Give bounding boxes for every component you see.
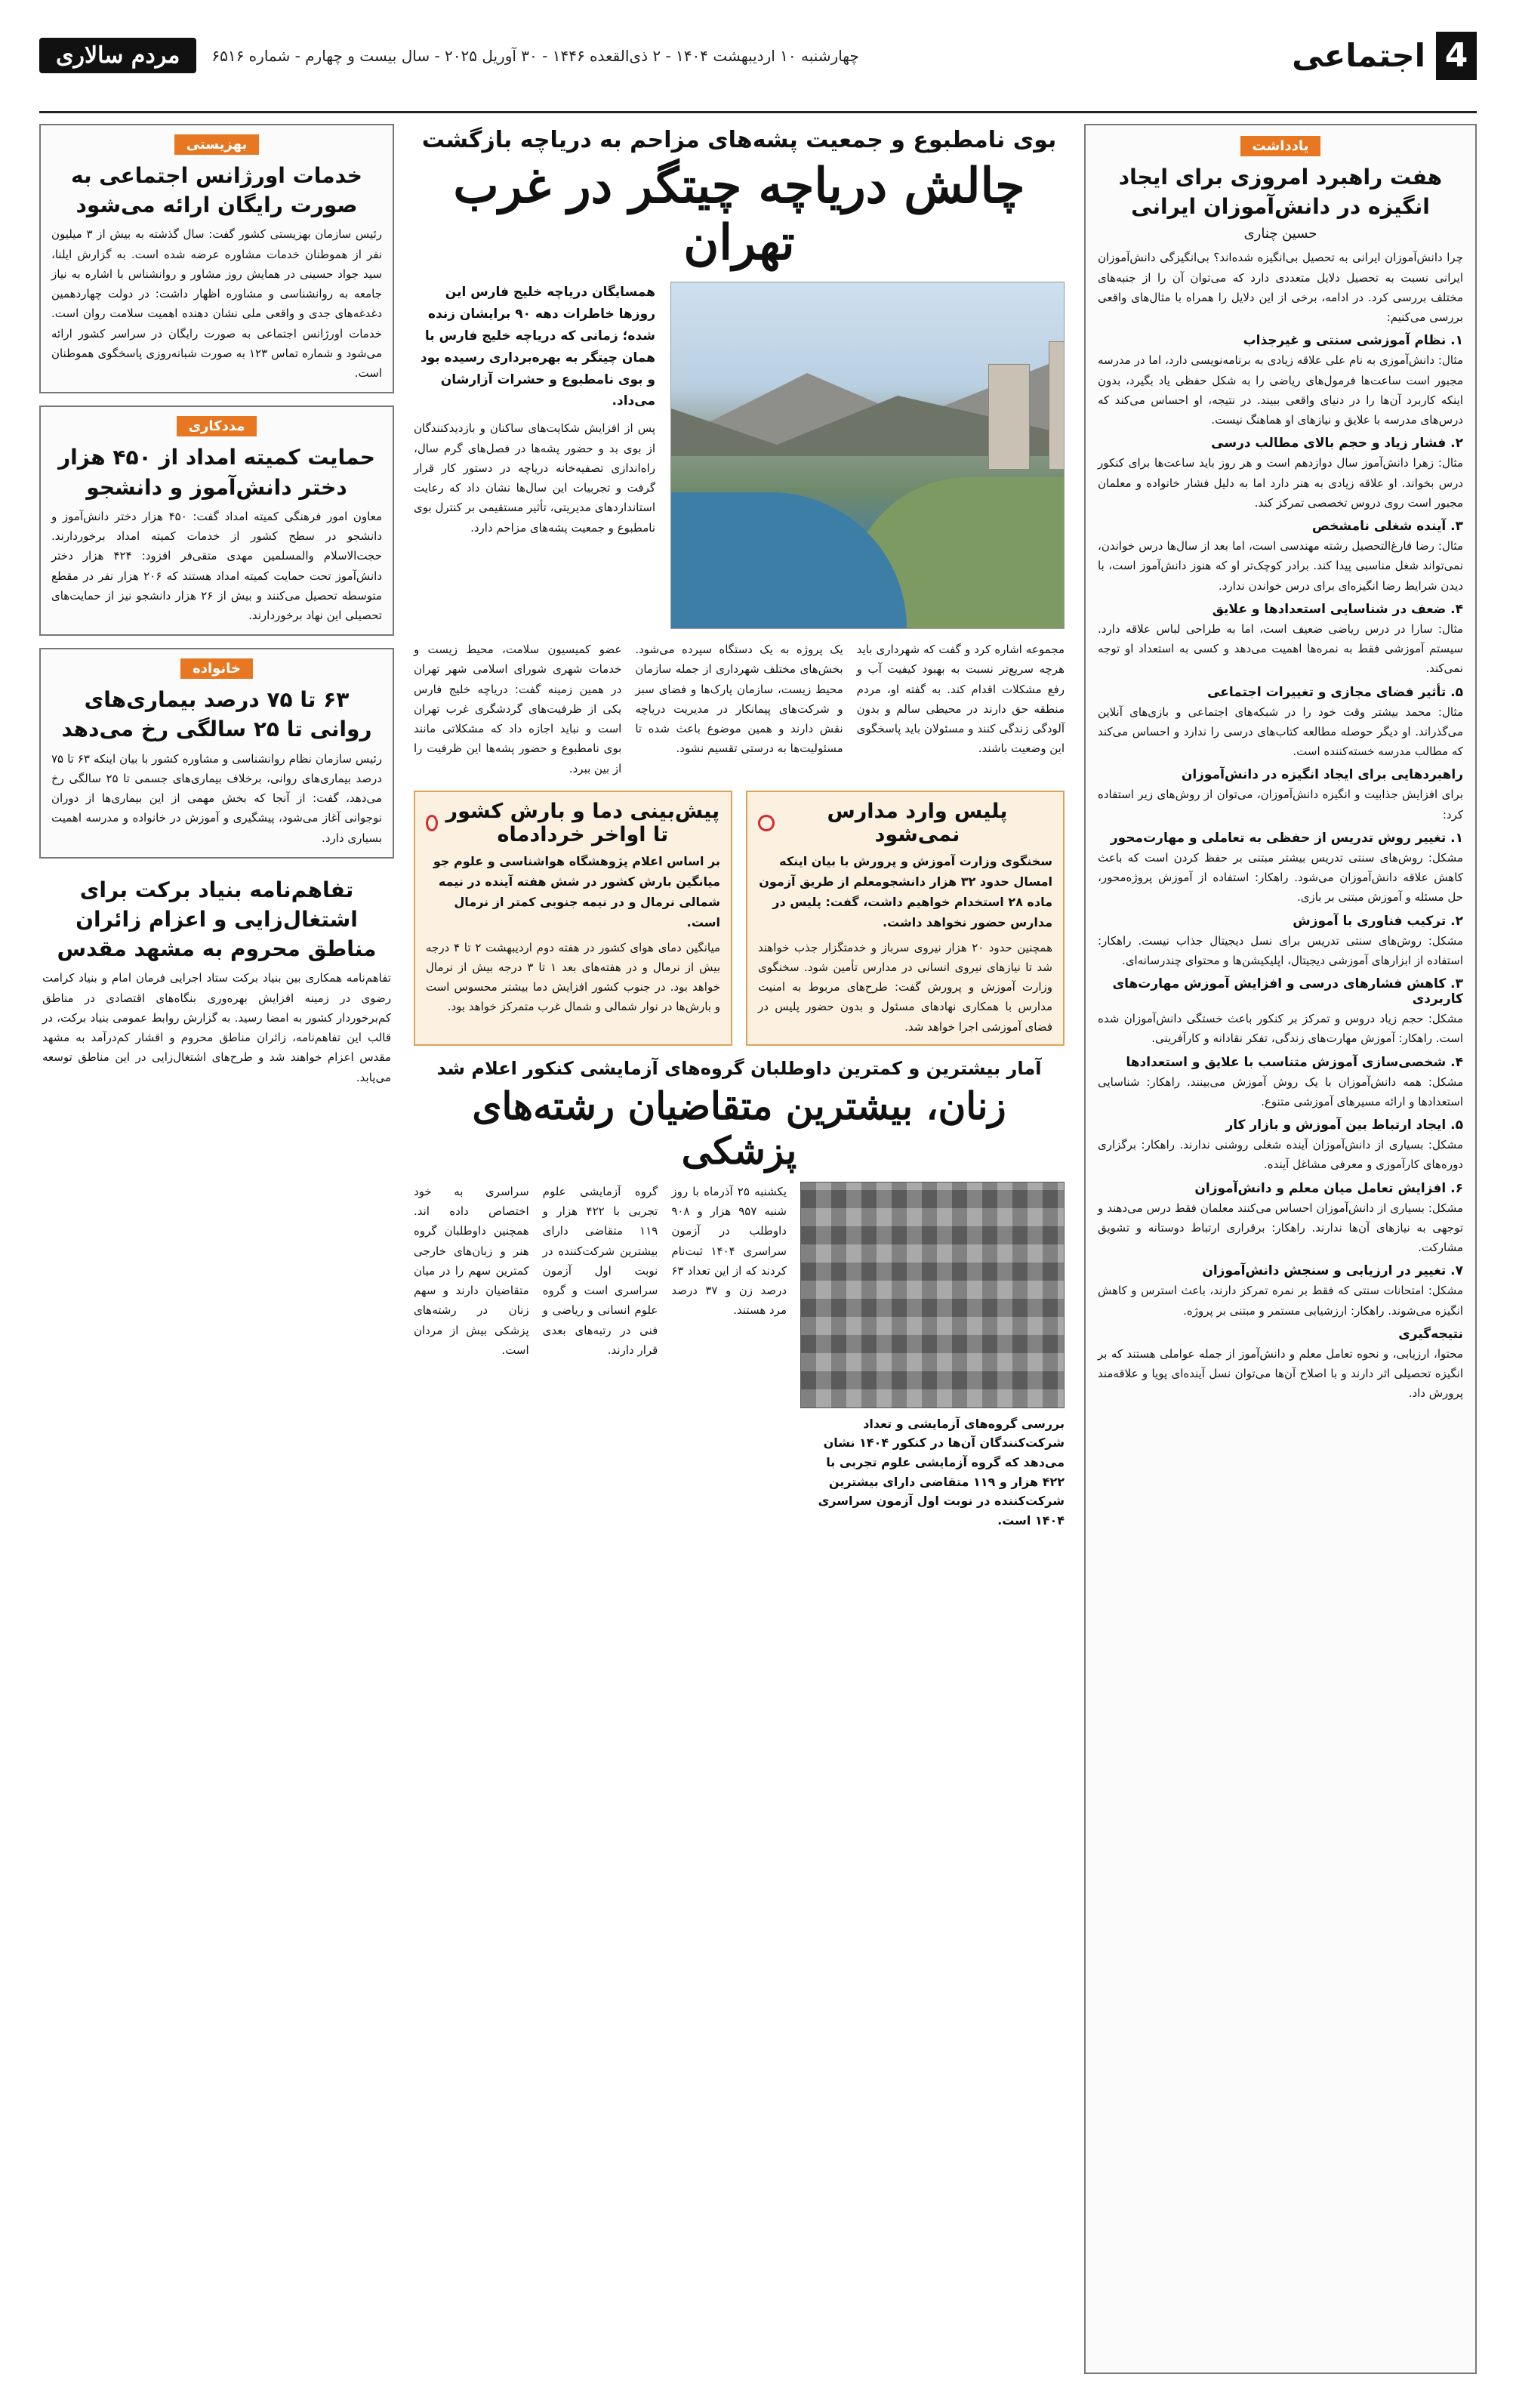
note-point-heading: راهبردهایی برای ایجاد انگیزه در دانش‌آموزان <box>1181 767 1463 783</box>
note-intro: چرا دانش‌آموزان ایرانی به تحصیل بی‌انگیزه شده‌اند؟ بی‌انگیزگی دانش‌آموزان ایرانی نسبت به تحصیل دلایل متعددی دارد که می‌توان آن را از جنبه‌های مختلف بررسی کرد. در ادامه، برخی از این دلایل را همراه با مثال‌های واقعی بررسی می‌کنیم: <box>1098 251 1463 325</box>
main-paragraph: یک پروژه به یک دستگاه سپرده می‌شود. بخش‌های مختلف شهرداری از جمله سازمان محیط زیست، سازمان پارک‌ها و فضای سبز و شرکت‌های پیمانکار در مدیریت دریاچه نقش دارند و همین موضوع باعث شده تا مسئولیت‌ها به درستی تقسیم نشود. <box>635 643 843 756</box>
note-point-heading: ۲. فشار زیاد و حجم بالای مطالب درسی <box>1211 436 1463 452</box>
note-author: حسین چناری <box>1243 226 1317 242</box>
note-tag: یادداشت <box>1240 136 1321 156</box>
family-tag: خانواده <box>180 658 253 679</box>
charity-text: معاون امور فرهنگی کمیته امداد گفت: ۴۵۰ هزار دختر دانش‌آموز و دانشجو در سطح کشور از خدمات کمیته امداد برخوردارند. حجت‌الاسلام والمسلمین مهدی متقی‌فر افزود: ۴۲۴ هزار دختر دانش‌آموز تحت حمایت کمیته امداد هستند که ۲۰۶ هزار نفر در مقطع متوسطه تحصیل می‌کنند و بیش از ۲۶ هزار دانشجو نیز از حمایت‌های تحصیلی این نهاد برخوردارند. <box>51 509 383 622</box>
bottom-title: زنان، بیشترین متقاضیان رشته‌های پزشکی <box>472 1083 1006 1173</box>
note-point-text: مشکل: حجم زیاد دروس و تمرکز بر کنکور باعث خستگی دانش‌آموزان شده است. راهکار: آموزش مهارت‌های زندگی، تفکر نقادانه و کارآفرینی. <box>1098 1012 1463 1046</box>
exam-hall-photo <box>800 1182 1065 1408</box>
agreement-text: تفاهم‌نامه همکاری بین بنیاد برکت ستاد اجرایی فرمان امام و بنیاد کرامت رضوی در زمینه افزایش بهره‌وری بنگاه‌های اقتصادی در مناطق کم‌برخوردار کشور به امضا رسید. به گزارش روابط عمومی بنیاد برکت، در قالب این تفاهم‌نامه، زائران مناطق محروم و اقشار کم‌درآمد به مشهد مقدس اعزام خواهند شد و طرح‌های اشتغال‌زایی در این مناطق توسعه می‌یابد. <box>42 971 391 1084</box>
section-number: 4 <box>1436 32 1477 80</box>
bottom-article <box>414 1182 1065 1531</box>
charity-title: حمایت کمیته امداد از ۴۵۰ هزار دختر دانش‌آموز و دانشجو <box>58 445 375 500</box>
note-point-text: مشکل: بسیاری از دانش‌آموزان احساس می‌کنند معلمان فقط درس می‌دهند و توجهی به نیازهای آن‌ها ندارند. راهکار: برقراری ارتباط دوستانه و تشویق مشارکت. <box>1098 1201 1463 1255</box>
note-point-text: مثال: محمد بیشتر وقت خود را در شبکه‌های اجتماعی و بازی‌های آنلاین می‌گذراند. او دیگر حوصله مطالعه کتاب‌های درسی را ندارد و احساس می‌کند که مطالب مدرسه خسته‌کننده است. <box>1098 705 1463 759</box>
note-point-heading: ۷. تغییر در ارزیابی و سنجش دانش‌آموزان <box>1202 1263 1463 1279</box>
exam-photo-block <box>800 1182 1065 1531</box>
main-lead <box>414 282 655 629</box>
weather-brief-lead: بر اساس اعلام پژوهشگاه هواشناسی و علوم جو میانگین بارش کشور در شش هفته آینده در نیمه شمالی نرمال و در نیمه جنوبی کمتر از نرمال است. <box>433 853 720 930</box>
note-point-text: مثال: رضا فارغ‌التحصیل رشته مهندسی است، اما بعد از سال‌ها درس خواندن، نمی‌تواند شغل مناسبی پیدا کند. برادر کوچک‌تر او که هنوز دانش‌آموز است، با دیدن شرایط رضا انگیزه‌ای برای درس خواندن ندارد. <box>1098 539 1463 593</box>
main-article-column <box>414 124 1065 2374</box>
news-icon <box>426 815 438 831</box>
masthead <box>39 0 1477 113</box>
charity-box <box>39 405 394 636</box>
note-point-text: مشکل: بسیاری از دانش‌آموزان آینده شغلی روشنی ندارند. راهکار: برگزاری دوره‌های کارآموزی و معرفی مشاغل آینده. <box>1098 1138 1463 1172</box>
health-box <box>39 124 394 393</box>
main-paragraph: پس از افزایش شکایت‌های ساکنان و بازدیدکنندگان از بوی بد و حضور پشه‌ها در فصل‌های گرم سال، راه‌اندازی تصفیه‌خانه دریاچه در دستور کار قرار گرفت و تجربیات این سال‌ها نشان داد که رعایت استانداردهای مدیریتی، تأثیر مستقیمی بر کنترل بوی نامطبوع و جمعیت پشه‌های مزاحم دارد. <box>414 421 655 535</box>
lake-graphic <box>671 492 907 628</box>
note-point-heading: ۴. ضعف در شناسایی استعدادها و علایق <box>1212 601 1463 617</box>
news-icon <box>758 815 775 831</box>
main-title: چالش دریاچه چیتگر در غرب تهران <box>453 158 1025 271</box>
health-text: رئیس سازمان بهزیستی کشور گفت: سال گذشته به بیش از ۳ میلیون نفر از هموطنان خدمات مشاوره عرضه شده است. به گزارش ایلنا، سید جواد حسینی در همایش روز مشاور و روانشناس با اشاره به نیاز جامعه به روانشناسی و مشاوره اظهار داشت: در دولت چهاردهمین دغدغه‌های جدی و واقعی ملی نشان دهنده اهمیت سلامت روان است. خدمات اورژانس اجتماعی به صورت رایگان در سراسر کشور ارائه می‌شود و شماره تماس ۱۲۳ به صورت شبانه‌روزی پاسخگوی هموطنان است. <box>51 227 382 381</box>
lake-photo <box>670 282 1065 629</box>
briefs-row <box>414 791 1065 1046</box>
family-box <box>39 648 394 859</box>
main-text-columns <box>414 640 1065 779</box>
note-point-text: مشکل: امتحانات سنتی که فقط بر نمره تمرکز دارند، باعث استرس و کاهش انگیزه می‌شوند. راهکار: ارزشیابی مستمر و مبتنی بر پروژه. <box>1098 1284 1463 1318</box>
section-name: اجتماعی <box>1292 37 1425 74</box>
note-point-heading: ۳. کاهش فشارهای درسی و افزایش آموزش مهارت‌های کاربردی <box>1112 976 1463 1007</box>
note-point-heading: ۶. افزایش تعامل میان معلم و دانش‌آموزان <box>1194 1180 1463 1196</box>
main-paragraph: مجموعه اشاره کرد و گفت که شهرداری باید هرچه سریع‌تر نسبت به بهبود کیفیت آب و رفع مشکلات اقدام کند. به گفته او، مردم منطقه حق دارند در محیطی سالم و بدون آلودگی زندگی کنند و مسئولان باید پاسخگوی این وضعیت باشند. <box>856 643 1065 756</box>
note-point-heading: ۵. تأثیر فضای مجازی و تغییرات اجتماعی <box>1207 684 1463 700</box>
main-lead-text: همسایگان دریاچه خلیج فارس این روزها خاطرات دهه ۹۰ برایشان زنده شده؛ زمانی که دریاچه خلیج فارس با همان چیتگر به بهره‌برداری رسیده بود و بوی نامطبوع و حشرات آزارشان می‌داد. <box>420 285 655 409</box>
note-column <box>1084 124 1477 2374</box>
note-point-text: مثال: زهرا دانش‌آموز سال دوازدهم است و هر روز باید ساعت‌ها برای کنکور درس بخواند. او علاقه زیادی به هنر دارد اما به دلیل فشار خانواده و معلمان مجبور است روی دروس تخصصی تمرکز کند. <box>1098 456 1463 510</box>
date-line: چهارشنبه ۱۰ اردیبهشت ۱۴۰۴ - ۲ ذی‌القعده ۱۴۴۶ - ۳۰ آوریل ۲۰۲۵ - سال بیست و چهارم - شماره ۶۵۱۶ <box>211 46 859 65</box>
weather-brief-text: میانگین دمای هوای کشور در هفته دوم اردیبهشت ۲ تا ۴ درجه بیش از نرمال و در هفته‌های بعد ۱ تا ۳ درجه بیش از نرمال خواهد بود. در جنوب کشور افزایش دما بیشتر محسوس است و بارش‌ها در نوار شمالی و شمال غرب متمرکز خواهد بود. <box>426 940 721 1014</box>
note-point-heading: ۴. شخصی‌سازی آموزش متناسب با علایق و استعدادها <box>1126 1054 1463 1070</box>
tower-graphic <box>988 364 1030 470</box>
family-title: ۶۳ تا ۷۵ درصد بیماری‌های روانی تا ۲۵ سالگی رخ می‌دهد <box>61 687 372 742</box>
police-brief-lead: سخنگوی وزارت آموزش و پرورش با بیان اینکه امسال حدود ۳۲ هزار دانشجو‌معلم از طریق آزمون ماده ۲۸ استخدام خواهیم داشت، گفت: پلیس در مدارس حضور نخواهد داشت. <box>759 853 1052 930</box>
note-point-text: مشکل: روش‌های سنتی تدریس بیشتر مبتنی بر حفظ کردن است که باعث کاهش علاقه دانش‌آموزان می‌شود. راهکار: استفاده از آموزش پروژه‌محور، حل مسئله و آموزش مبتنی بر بازی. <box>1098 850 1463 905</box>
note-point-text: مثال: دانش‌آموزی به نام علی علاقه زیادی به برنامه‌نویسی دارد، اما در مدرسه مجبور است ساعت‌ها فرمول‌های ریاضی را به شکل حفظی یاد بگیرد، بدون اینکه کاربرد آن‌ها را در دنیای واقعی ببیند. در نتیجه، او احساس می‌کند که درس‌های مدرسه با علایق و نیازهای او هماهنگ نیست. <box>1098 353 1463 427</box>
health-title: خدمات اورژانس اجتماعی به صورت رایگان ارائه می‌شود <box>71 163 362 218</box>
main-lead-row <box>414 282 1065 629</box>
note-point-heading: ۳. آینده شغلی نامشخص <box>1311 519 1463 535</box>
note-point-heading: نتیجه‌گیری <box>1398 1326 1463 1342</box>
bottom-paragraph: سراسری به خود اختصاص داده اند. همچنین داوطلبان گروه هنر و زبان‌های خارجی کمترین سهم را در میان متقاضیان دارند و سهم زنان در رشته‌های پزشکی بیش از مردان است. <box>413 1184 529 1357</box>
section-header <box>1292 32 1477 80</box>
bottom-kicker: آمار بیشترین و کمترین داوطلبان گروه‌های آزمایشی کنکور اعلام شد <box>436 1057 1042 1079</box>
charity-tag: مددکاری <box>177 416 257 436</box>
police-brief-title: پلیس وارد مدارس نمی‌شود <box>827 799 1008 846</box>
health-tag: بهزیستی <box>174 134 259 155</box>
main-paragraph: عضو کمیسیون سلامت، محیط زیست و خدمات شهری شورای اسلامی شهر تهران در همین زمینه گفت: دریاچه خلیج فارس یکی از ظرفیت‌های گردشگری غرب تهران است و نباید اجازه داد که مشکلاتی مانند بوی نامطبوع و حضور پشه‌ها این ظرفیت را از بین ببرد. <box>414 643 622 775</box>
note-point-heading: ۱. تغییر روش تدریس از حفظی به تعاملی و مهارت‌محور <box>1110 830 1463 846</box>
note-point-heading: ۱. نظام آموزشی سنتی و غیرجذاب <box>1243 333 1463 349</box>
family-text: رئیس سازمان نظام روانشناسی و مشاوره کشور با بیان اینکه ۶۳ تا ۷۵ درصد بیماری‌های روانی، برخلاف بیماری‌های جسمی تا ۲۵ سالگی رخ می‌دهد، گفت: از آنجا که بخش مهمی از این بیماری‌ها از دوران نوجوانی آغاز می‌شود، پیشگیری و آموزش در خانواده و مدرسه اهمیت بسیاری دارد. <box>51 751 382 845</box>
note-head <box>1098 136 1463 162</box>
agreement-article <box>39 871 394 1092</box>
note-point-heading: ۵. ایجاد ارتباط بین آموزش و بازار کار <box>1225 1118 1463 1133</box>
agreement-title: تفاهم‌نامه بنیاد برکت برای اشتغال‌زایی و اعزام زائران مناطق محروم به مشهد مقدس <box>57 877 377 962</box>
page-columns <box>39 124 1477 2374</box>
note-point-text: مشکل: همه دانش‌آموزان با یک روش آموزش می‌بینند. راهکار: شناسایی استعدادها و ارائه مسیرهای آموزشی متنوع. <box>1098 1075 1463 1108</box>
police-brief <box>746 791 1065 1046</box>
police-brief-title-row <box>758 800 1052 846</box>
main-kicker: بوی نامطبوع و جمعیت پشه‌های مزاحم به دریاچه بازگشت <box>421 127 1057 153</box>
newspaper-logo: مردم سالاری <box>39 38 196 73</box>
tower-graphic <box>1049 341 1065 470</box>
weather-brief <box>414 791 732 1046</box>
note-point-text: محتوا، ارزیابی، و نحوه تعامل معلم و دانش‌آموز از جمله عواملی هستند که بر انگیزه تحصیلی اثر دارند و با اصلاح آن‌ها می‌توان نسل آینده‌ای پویا و علاقه‌مند پرورش داد. <box>1098 1346 1463 1401</box>
note-point-text: مشکل: روش‌های سنتی تدریس برای نسل دیجیتال جذاب نیست. راهکار: استفاده از ابزارهای آموزشی دیجیتال، اپلیکیشن‌ها و محتوای چندرسانه‌ای. <box>1098 933 1463 967</box>
note-point-text: مثال: سارا در درس ریاضی ضعیف است، اما به طراحی لباس علاقه دارد. سیستم آموزشی فقط به نمره‌ها اهمیت می‌دهد و کسی به استعداد او توجه نمی‌کند. <box>1098 621 1463 676</box>
weather-brief-title-row <box>426 800 720 846</box>
note-point-text: برای افزایش جذابیت و انگیزه دانش‌آموزان، می‌توان از روش‌های زیر استفاده کرد: <box>1098 788 1463 822</box>
bottom-paragraph: یکشنبه ۲۵ آذرماه با روز شنبه ۹۵۷ هزار و ۹۰۸ داوطلب در آزمون سراسری ۱۴۰۴ ثبت‌نام کردند که از این تعداد ۶۳ درصد زن و ۳۷ درصد مرد هستند. <box>671 1184 787 1318</box>
bottom-caption: بررسی گروه‌های آزمایشی و تعداد شرکت‌کنندگان آن‌ها در کنکور ۱۴۰۴ نشان می‌دهد که گروه آزمایشی علوم تجربی با ۴۲۲ هزار و ۱۱۹ متقاضی دارای بیشترین شرکت‌کننده در نوبت اول آزمون سراسری ۱۴۰۴ است. <box>818 1416 1065 1528</box>
note-point-heading: ۲. ترکیب فناوری با آموزش <box>1293 913 1463 929</box>
note-title: هفت راهبرد امروزی برای ایجاد انگیزه در دانش‌آموزان ایرانی <box>1118 165 1443 220</box>
weather-brief-title: پیش‌بینی دما و بارش کشور تا اواخر خردادماه <box>445 799 720 846</box>
bottom-paragraph: گروه آزمایشی علوم تجربی با ۴۲۲ هزار و ۱۱۹ متقاضی دارای بیشترین شرکت‌کننده در نوبت اول آزمون سراسری است و گروه علوم انسانی و ریاضی و فنی در رتبه‌های بعدی قرار دارند. <box>542 1184 658 1357</box>
dateline <box>39 38 859 73</box>
note-points <box>1098 333 1463 1403</box>
side-news-column <box>39 124 394 2374</box>
police-brief-text: همچنین حدود ۲۰ هزار نیروی سرباز و خدمتگزار جذب خواهند شد تا نیازهای نیروی انسانی در مدارس تأمین شود. سخنگوی وزارت آموزش و پرورش گفت: طرح‌های مربوط به امنیت مدارس با همکاری نهادهای مسئول و بدون حضور پلیس در فضای آموزشی اجرا خواهد شد. <box>758 940 1053 1034</box>
